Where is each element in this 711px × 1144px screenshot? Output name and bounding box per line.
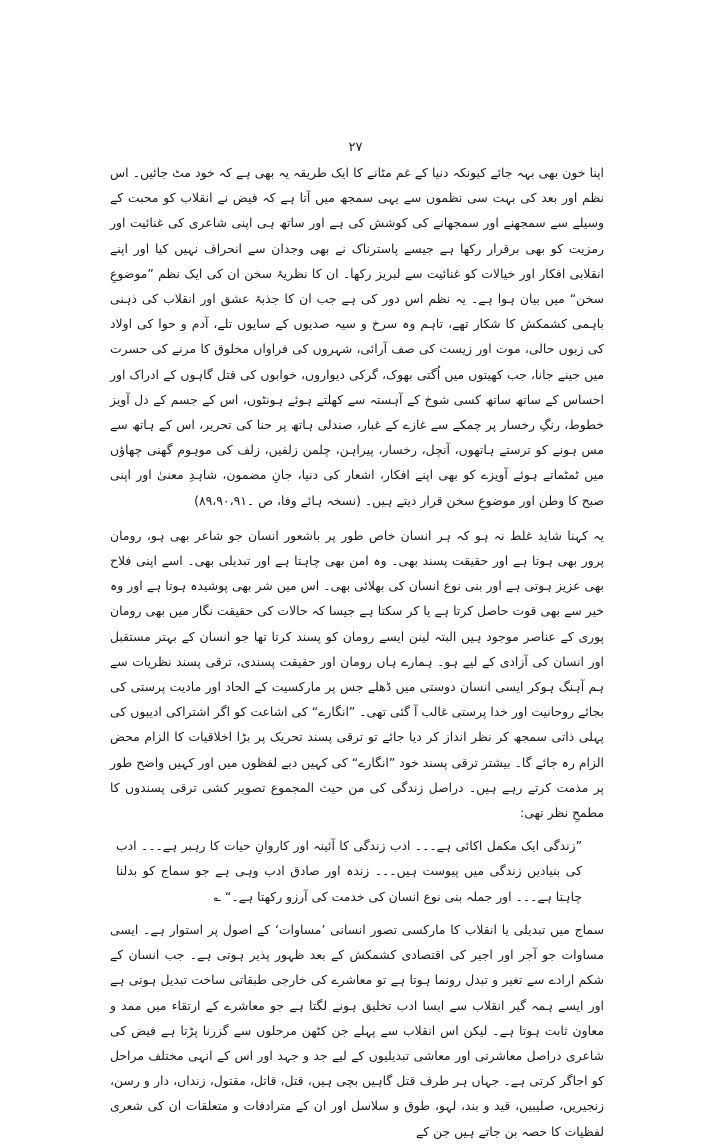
body-text — [110, 160, 604, 1144]
paragraph-1: اپنا خون بھی بہہ جائے کیونکہ دنیا کے غم مٹانے کا ایک طریقہ یہ بھی ہے کہ خود مٹ جائیں۔ اس نظم اور بعد کی بہت سی نظموں سے یہی سمجھ میں آتا ہے کہ فیض نے انقلاب کو محبت کے وسیلے سے سمجھنے اور سمجھانے کی کوشش کی ہے اور ساتھ ہی اپنی شاعری کی غنائیت اور رمزیت کو بھی برقرار رکھا ہے جیسے پاسترناک نے بھی وجدان سے انحراف نہیں کیا اور اپنے انقلابی افکار اور خیالات کو غنائیت سے لبریز رکھا۔ ان کا نظریۂ سخن ان کی ایک نظم ”موضوعِ سخن“ میں بیان ہوا ہے۔ یہ نظم اس دور کی ہے جب ان کا جذبۂ عشق اور انقلاب کی ذہنی باہمی کشمکش کا شکار تھے، تاہم وہ سرخ و سیہ صدیوں کے سایوں تلے، آدم و حوا کی اولاد کی زبوں حالی، موت اور زیست کی صف آرائی، شہروں کی فراواں مخلوق کا مرنے کی حسرت میں جینے جانا، جب کھیتوں میں اُگتی بھوک، گرکی دیواروں، خوابوں کی قتل گاہوں کے ادراک اور احساس کے ساتھ ساتھ کسی شوخ کے آہستہ سے کھلتے ہوئے ہونٹوں، اس کے جسم کے دل آویز خطوط، رنگِ رخسار پر چمکے سے غازے کے غبار، صندلی ہاتھ پر حنا کی تحریر، اس کے ہاتھ سے مس ہونے کو ترستے ہاتھوں، آنچل، رخسار، پیراہن، چلمن زلفیں، زلف کی موہوم گھنی چھاؤں میں ٹمٹماتے ہوئے آویزے کو بھی اپنے افکار، اشعار کی دنیا، جانِ مضمون، شاہدِ معنیٰ اور اپنی صبح کا وطن اور موضوعِ سخن قرار دیتے ہیں۔ (نسخہ ہائے وفا، ص ۔۸۹،۹۰،۹۱) — [110, 165, 604, 508]
paragraph-2: یہ کہنا شاید غلط نہ ہو کہ ہر انسان خاص طور پر باشعور انسان جو شاعر بھی ہو، رومان پرور بھی ہوتا ہے اور حقیقت پسند بھی۔ وہ امن بھی چاہتا ہے اور تبدیلی بھی۔ اسے اپنی فلاح بھی عزیز ہوتی ہے اور بنی نوع انسان کی بھلائی بھی۔ اس میں شر بھی پوشیدہ ہوتا ہے اور وہ خیر سے بھی قوت حاصل کرتا ہے یا کر سکتا ہے جیسا کہ حالات کی حقیقت نگار میں بھی رومان پوری کے عناصر موجود ہیں البتہ لینن ایسے رومان کو پسند کرتا تھا جو انسان کے بہتر مستقبل اور انسان کی آزادی کے لیے ہو۔ ہمارے ہاں رومان اور حقیقت پسندی، ترقی پسند نظریات سے ہم آہنگ ہوکر ایسی انسان دوستی میں ڈھلے جس پر مارکسیت کے الحاد اور مادیت پرستی کی بجائے روحانیت اور خدا پرستی غالب آ گئی تھی۔ ”انگارے“ کی اشاعت کو اگر اشتراکی ادیبوں کی پہلی ذاتی سمجھ کر نظر انداز کر دیا جائے تو ترقی پسند تحریک پر بڑا اخلاقیات کا الزام محض الزام رہ جائے گا۔ بیشتر ترقی پسند خود ”انگارے“ کی کہیں دبے لفظوں میں اور کہیں واضح طور پر مذمت کرتے رہے ہیں۔ دراصل زندگی کی من حیث المجموع تصویر کشی ترقی پسندوں کا مطمحِ نظر تھی: — [110, 527, 604, 821]
block-quote: ”زندگی ایک مکمل اکائی ہے۔۔۔ ادب زندگی کا آئینہ اور کاروانِ حیات کا رہبر ہے۔۔۔ ادب کی بنیادیں زندگی میں پیوست ہیں۔۔۔ زندہ اور صادق ادب وہی ہے جو سماج کو بدلنا چاہتا ہے۔۔۔ اور جملہ بنی نوع انسان کی خدمت کی آرزو رکھتا ہے۔“ ؎ — [116, 838, 582, 904]
paragraph-3: سماج میں تبدیلی یا انقلاب کا مارکسی تصور انسانی ’مساوات‘ کے اصول پر استوار ہے۔ ایسی مساوات جو آجر اور اجیر کی اقتصادی کشمکش کے بعد ظہور پذیر ہوتی ہے۔ جب انسان کے شکم ارادے سے تغیر و تبدل رونما ہوتا ہے تو معاشرے کی خارجی طبقاتی ساخت تبدیل ہوتی ہے اور ایسے ہمہ گیر انقلاب سے ایسا ادب تخلیق ہونے لگتا ہے جو معاشرے کے ارتقاء میں ممد و معاون ثابت ہوتا ہے۔ لیکن اس انقلاب سے پہلے جن کٹھن مرحلوں سے گزرنا پڑتا ہے فیض کی شاعری دراصل معاشرتی اور معاشی تبدیلیوں کے لیے جد و جہد اور اس کے انہی مختلف مراحل کو اجاگر کرتی ہے۔ جہاں ہر طرف قتل گاہیں بچی ہیں، قتل، قاتل، مقتول، زنداں، دار و رسن، زنجیریں، صلیبیں، قید و بند، لہو، طوق و سلاسل اور ان کے مترادفات و متعلقات ان کی شعری لفظیات کا حصہ بن جاتے ہیں جن کے — [110, 921, 604, 1139]
page-number: ۲۷ — [348, 140, 363, 155]
